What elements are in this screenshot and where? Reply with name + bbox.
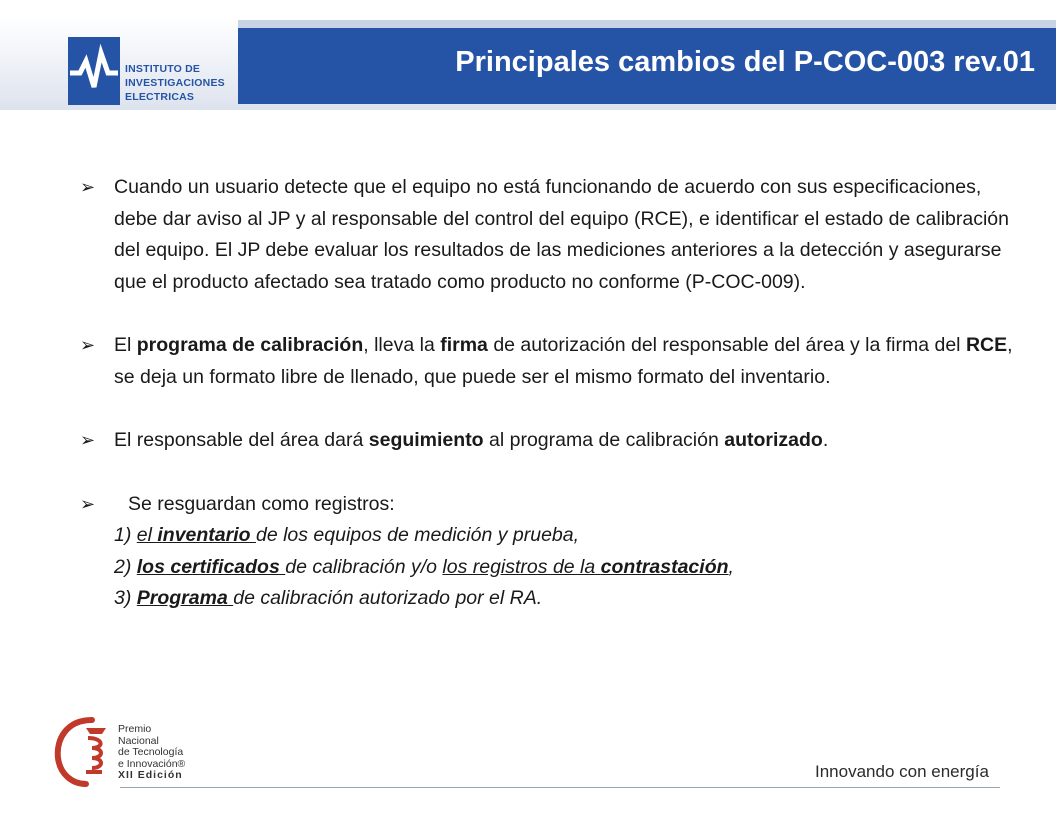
text-run: , se deja un formato libre de llenado, que puede ser el mismo formato del inventario. xyxy=(114,334,1013,388)
text-run: de calibración y/o xyxy=(285,555,443,578)
text-run: de los equipos de medición y prueba, xyxy=(255,524,580,546)
text-run: 3) xyxy=(114,587,137,609)
bold-text: autorizado xyxy=(724,429,823,451)
bold-text: programa de calibración xyxy=(136,334,364,356)
records-line-2 xyxy=(114,552,1030,584)
text-run: El xyxy=(114,334,137,356)
text-run: , lleva la xyxy=(363,334,441,356)
slide-title: Principales cambios del P-COC-003 rev.01 xyxy=(455,46,1035,78)
underlined-text: el xyxy=(136,524,158,546)
bold-underlined-text: Programa xyxy=(136,587,234,609)
text-run: . xyxy=(822,429,829,451)
text-run: 2) xyxy=(114,555,137,578)
text-run: , xyxy=(728,555,734,578)
records-intro: Se resguardan como registros: xyxy=(128,492,395,515)
institute-logo-text xyxy=(125,62,225,104)
slide-body xyxy=(80,172,1030,615)
bullet-item xyxy=(80,425,1030,457)
header-bar-highlight xyxy=(238,20,1056,28)
records-line-3 xyxy=(114,583,1030,615)
underlined-text: los registros de la xyxy=(442,555,601,578)
bullet-item xyxy=(80,172,1030,298)
bold-underlined-text: inventario xyxy=(157,524,256,546)
footer-tagline: Innovando con energía xyxy=(815,762,989,781)
award-line: e Innovación® xyxy=(118,757,186,770)
award-text xyxy=(118,724,185,782)
logo-line: INVESTIGACIONES xyxy=(125,77,225,89)
arrow-bullet-icon: ➢ xyxy=(80,430,96,450)
bold-text: seguimiento xyxy=(368,429,484,451)
footer-divider xyxy=(120,787,1000,788)
arrow-bullet-icon: ➢ xyxy=(80,177,96,197)
text-run: El responsable del área dará xyxy=(114,429,369,451)
award-line: de Tecnología xyxy=(118,746,184,758)
iie-logo-icon xyxy=(68,37,120,105)
award-line: Nacional xyxy=(118,734,159,747)
award-line: Premio xyxy=(118,723,152,735)
logo-line: ELECTRICAS xyxy=(125,91,195,103)
arrow-bullet-icon: ➢ xyxy=(80,335,96,355)
bullet-item xyxy=(80,489,1030,615)
text-run: de autorización del responsable del área y la firma del xyxy=(487,334,966,356)
arrow-bullet-icon: ➢ xyxy=(80,493,96,514)
text-run: de calibración autorizado por el RA. xyxy=(233,587,543,609)
bold-text: firma xyxy=(440,334,488,356)
logo-line: INSTITUTO DE xyxy=(125,63,201,75)
records-list xyxy=(114,489,1030,521)
award-logo-icon xyxy=(52,714,116,788)
text-run: al programa de calibración xyxy=(483,429,725,451)
bullet-item xyxy=(80,330,1030,393)
text-run: 1) xyxy=(114,524,137,546)
bold-underlined-text: contrastación xyxy=(600,555,729,578)
records-line-1 xyxy=(114,520,1030,552)
bullet-text: Cuando un usuario detecte que el equipo no está funcionando de acuerdo con sus especificaciones, debe dar aviso al JP y al responsable del control del equipo (RCE), e identificar el estado de calibración del equipo. El JP debe evaluar los resultados de las mediciones anteriores a la detección y asegurarse que el producto afectado sea tratado como producto no conforme (P-COC-009). xyxy=(114,176,1009,293)
bold-underlined-text: los certificados xyxy=(136,555,286,578)
bold-text: RCE xyxy=(965,334,1008,356)
award-line: XII Edición xyxy=(118,769,183,781)
